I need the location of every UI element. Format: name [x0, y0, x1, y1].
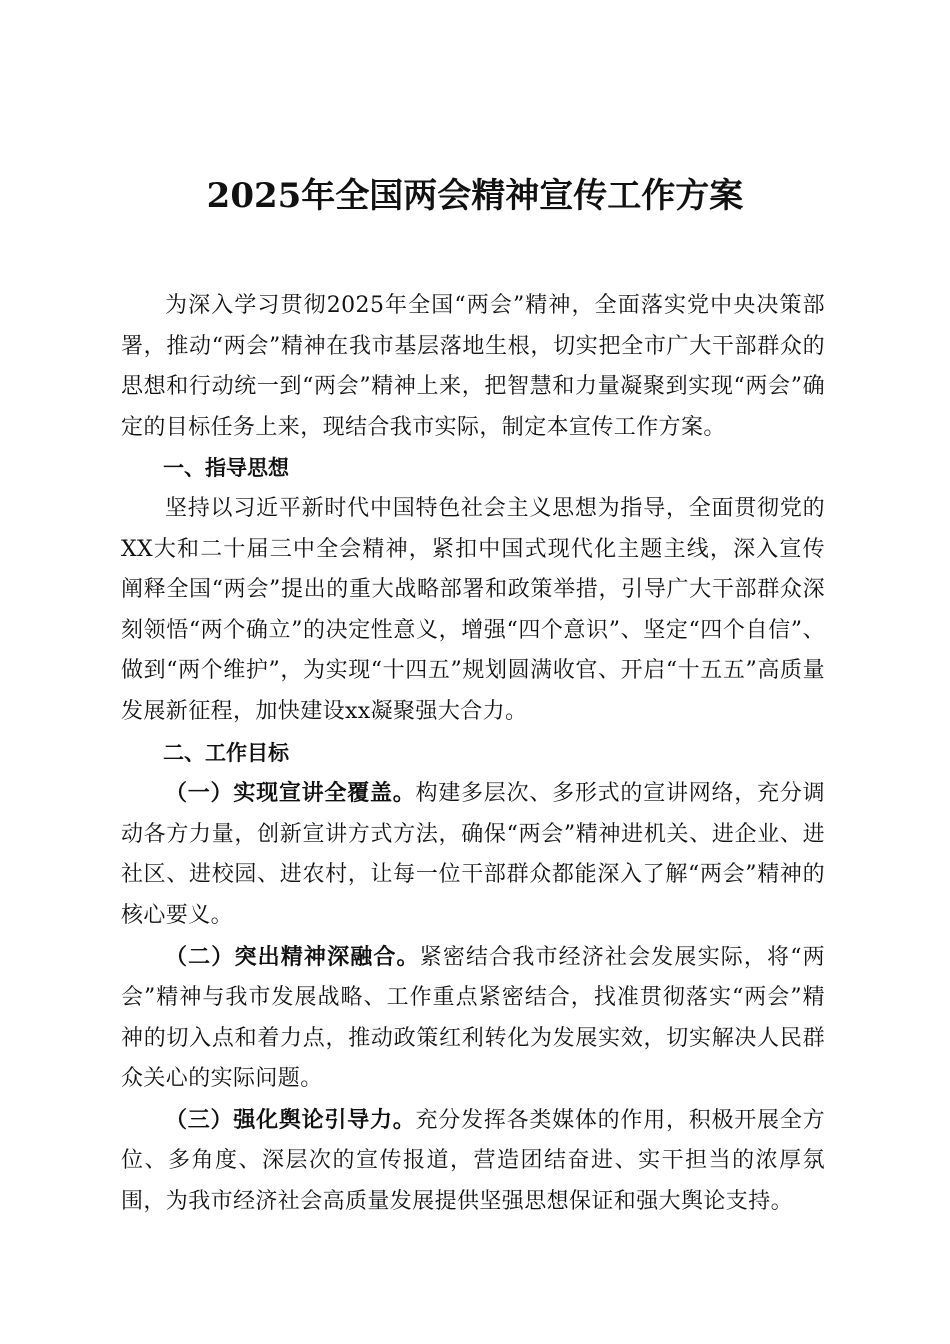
goal-item-1-lead: （一）实现宣讲全覆盖。	[165, 780, 416, 807]
document-body	[121, 286, 825, 1223]
intro-paragraph: 为深入学习贯彻2025年全国“两会”精神，全面落实党中央决策部署，推动“两会”精神在我市基层落地生根，切实把全市广大干部群众的思想和行动统一到“两会”精神上来，把智慧和力量凝聚到实现“两会”确定的目标任务上来，现结合我市实际，制定本宣传工作方案。	[121, 293, 825, 440]
goal-item-3	[121, 1100, 825, 1223]
goal-item-3-text: 充分发挥各类媒体的作用，积极开展全方位、多角度、深层次的宣传报道，营造团结奋进、实干担当的浓厚氛围，为我市经济社会高质量发展提供坚强思想保证和强大舆论支持。	[121, 1107, 825, 1215]
goal-item-3-lead: （三）强化舆论引导力。	[165, 1106, 416, 1133]
goal-item-2	[121, 937, 825, 1100]
document-title: 2025年全国两会精神宣传工作方案	[206, 176, 744, 216]
goal-item-2-lead: （二）突出精神深融合。	[165, 943, 420, 970]
section-heading-work-goals: 二、工作目标	[163, 740, 289, 765]
goal-item-2-text: 紧密结合我市经济社会发展实际，将“两会”精神与我市发展战略、工作重点紧密结合，找准贯彻落实“两会”精神的切入点和着力点，推动政策红利转化为发展实效，切实解决人民群众关心的实际问题。	[121, 944, 826, 1092]
guiding-ideology-paragraph: 坚持以习近平新时代中国特色社会主义思想为指导，全面贯彻党的XX大和二十届三中全会精神，紧扣中国式现代化主题主线，深入宣传阐释全国“两会”提出的重大战略部署和政策举措，引导广大干部群众深刻领悟“两个确立”的决定性意义，增强“四个意识”、坚定“四个自信”、做到“两个维护”，为实现“十四五”规划圆满收官、开启“十五五”高质量发展新征程，加快建设xx凝聚强大合力。	[121, 495, 825, 724]
goal-item-1	[121, 773, 825, 936]
goal-item-1-text: 构建多层次、多形式的宣讲网络，充分调动各方力量，创新宣讲方式方法，确保“两会”精神进机关、进企业、进社区、进校园、进农村，让每一位干部群众都能深入了解“两会”精神的核心要义。	[121, 781, 825, 928]
section-heading-guiding-ideology: 一、指导思想	[163, 456, 289, 481]
